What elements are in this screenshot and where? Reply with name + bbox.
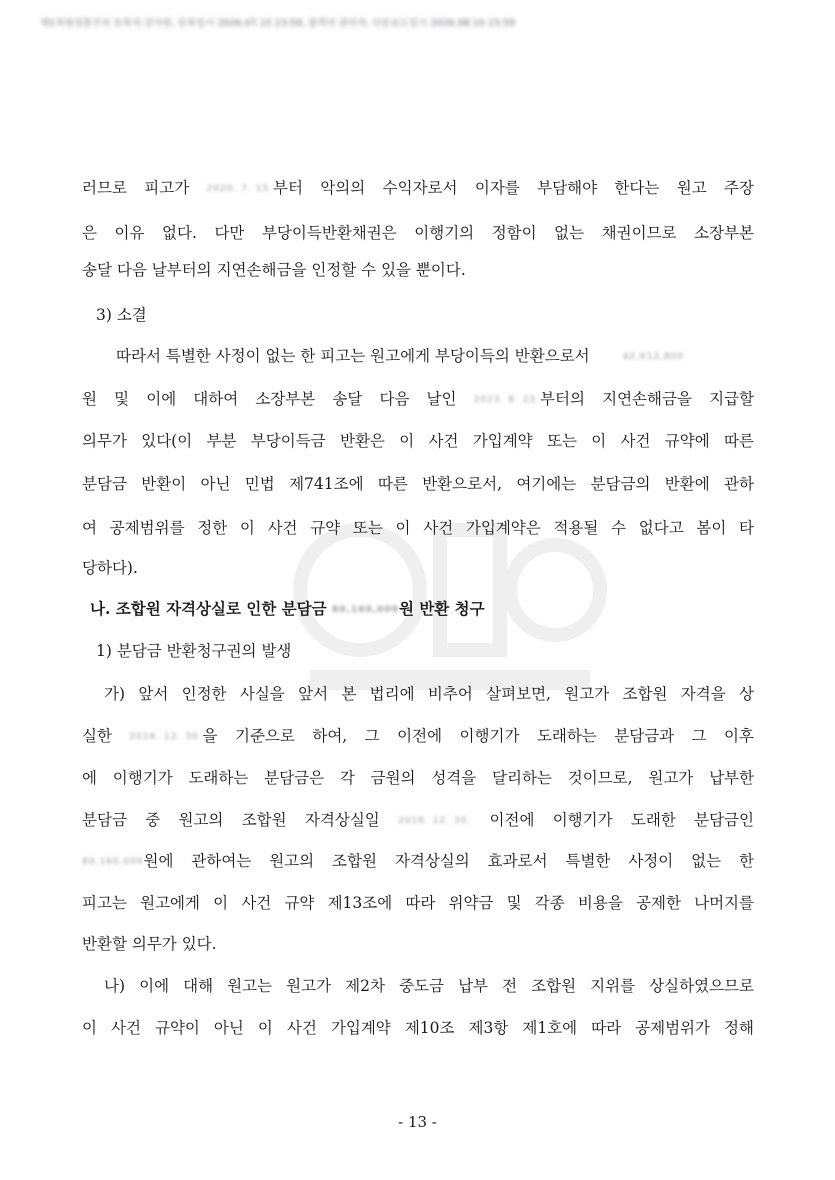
redacted-date: 2016. 12. 30. bbox=[129, 732, 203, 742]
text-fragment: 부터의 지연손해금을 지급할 bbox=[540, 390, 754, 408]
text-line-14 bbox=[82, 725, 754, 748]
text-line-13: 가) 앞서 인정한 사실을 앞서 본 법리에 비추어 살펴보면, 원고가 조합원 자격을 상 bbox=[104, 685, 754, 703]
redacted-amount: 42,612,800 bbox=[622, 352, 685, 362]
text-line-16 bbox=[82, 809, 754, 832]
text-line-1 bbox=[82, 177, 754, 200]
text-fragment: 따라서 특별한 사정이 없는 한 피고는 원고에게 부당이득의 반환으로서 bbox=[116, 347, 595, 365]
redacted-date: 2016. 12. 30. bbox=[398, 816, 472, 826]
section-heading-b bbox=[90, 598, 762, 621]
text-line-3: 송달 다음 날부터의 지연손해금을 인정할 수 있을 뿐이다. bbox=[82, 261, 466, 279]
text-line-20: 나) 이에 대해 원고는 원고가 제2차 중도금 납부 전 조합원 지위를 상실하였으므로 bbox=[104, 977, 754, 995]
redacted-date: 2023. 8. 22. bbox=[473, 395, 541, 405]
page-number: - 13 - bbox=[398, 1113, 437, 1131]
text-fragment: 분담금 중 원고의 조합원 자격상실일 bbox=[82, 811, 399, 829]
subheading-conclusion: 3) 소결 bbox=[96, 306, 147, 324]
subheading-1: 1) 분담금 반환청구권의 발생 bbox=[96, 642, 292, 660]
text-line-8: 분담금 반환이 아닌 민법 제741조에 따른 반환으로서, 여기에는 분담금의 반환에 관하 bbox=[82, 475, 754, 493]
redacted-date: 2020. 7. 15. bbox=[206, 184, 273, 194]
text-line-21: 이 사건 규약이 아닌 이 사건 가입계약 제10조 제3항 제1호에 따라 공제범위가 정해 bbox=[82, 1019, 754, 1037]
text-fragment: 원 반환 청구 bbox=[398, 599, 485, 618]
text-fragment: 원 및 이에 대하여 소장부본 송달 다음 날인 bbox=[82, 390, 474, 408]
text-fragment: 부터 악의의 수익자로서 이자를 부담해야 한다는 원고 주장 bbox=[273, 179, 755, 197]
text-line-2: 은 이유 없다. 다만 부당이득반환채권은 이행기의 정함이 없는 채권이므로 소장부본 bbox=[82, 224, 754, 242]
text-fragment: 원에 관하여는 원고의 조합원 자격상실의 효과로서 특별한 사정이 없는 한 bbox=[143, 852, 754, 870]
text-line-6 bbox=[82, 388, 754, 411]
text-line-10: 당하다). bbox=[82, 559, 138, 577]
text-line-17 bbox=[82, 850, 754, 873]
text-line-15: 에 이행기가 도래하는 분담금은 각 금원의 성격을 달리하는 것이므로, 원고가 납부한 bbox=[82, 769, 754, 787]
text-fragment: 러므로 피고가 bbox=[82, 179, 207, 197]
text-fragment: 을 기준으로 하여, 그 이전에 이행기가 도래하는 분담금과 그 이후 bbox=[202, 727, 754, 745]
text-line-19: 반환할 의무가 있다. bbox=[82, 935, 217, 953]
text-line-5 bbox=[116, 345, 756, 368]
text-line-9: 여 공제범위를 정한 이 사건 규약 또는 이 사건 가입계약은 적용될 수 없다고 봄이 타 bbox=[82, 519, 754, 537]
print-header: 제1차청설층주의 등록자:강사원, 등록일시 2026.07.15 23:59, 출력자 관리자, 다운로드일시 2026.08.10 15:59 bbox=[40, 18, 516, 29]
text-fragment: 이전에 이행기가 도래한 분담금인 bbox=[471, 811, 754, 829]
redacted-amount: 80,160,000 bbox=[82, 857, 144, 867]
text-line-7: 의무가 있다(이 부분 부당이득금 반환은 이 사건 가입계약 또는 이 사건 규약에 따른 bbox=[82, 432, 754, 450]
redacted-amount: 80,160,000 bbox=[332, 605, 399, 615]
text-fragment: 실한 bbox=[82, 727, 130, 745]
text-line-18: 피고는 원고에게 이 사건 규약 제13조에 따라 위약금 및 각종 비용을 공제한 나머지를 bbox=[82, 894, 754, 912]
text-fragment: 나. 조합원 자격상실로 인한 분담금 bbox=[90, 599, 333, 618]
